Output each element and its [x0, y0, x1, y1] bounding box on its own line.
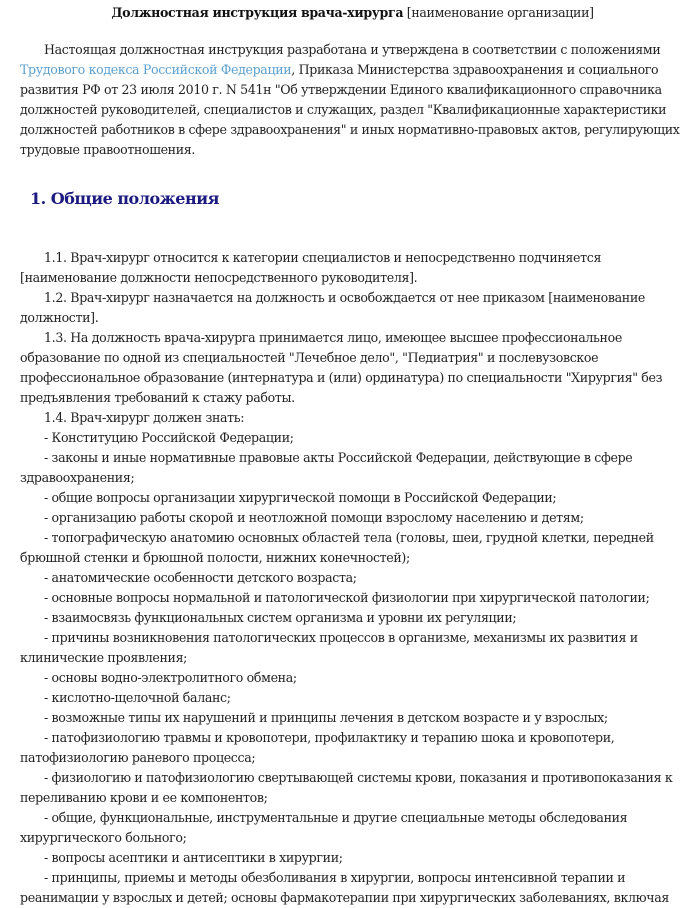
list-item: - кислотно-щелочной баланс;: [44, 690, 231, 705]
list-item: - принципы, приемы и методы обезболивания в хирургии, вопросы интенсивной терапии и реанимации у взрослых и детей; основы фармакотерапии при хирургических заболеваниях, включая: [20, 870, 669, 905]
list-item: - возможные типы их нарушений и принципы лечения в детском возрасте и у взрослых;: [44, 710, 608, 725]
list-item: 1.2. Врач-хирург назначается на должность и освобождается от нее приказом [наименование должности].: [20, 290, 645, 325]
section-heading-general: 1. Общие положения: [30, 189, 219, 208]
list-item: - общие вопросы организации хирургической помощи в Российской Федерации;: [44, 490, 557, 505]
document-title: [20, 0, 685, 22]
labor-code-link[interactable]: Трудового кодекса Российской Федерации: [20, 62, 292, 77]
list-item: 1.3. На должность врача-хирурга принимается лицо, имеющее высшее профессиональное образование по одной из специальностей "Лечебное дело", "Педиатрия" и послевузовское профессиональное образование (интернатура и (или) ординатура) по специальности "Хирургия" без предъявления требований к стажу работы.: [20, 330, 663, 405]
intro-text-before: Настоящая должностная инструкция разработана и утверждена в соответствии с положениями: [44, 42, 661, 57]
list-item: 1.4. Врач-хирург должен знать:: [44, 410, 245, 425]
list-item: - организацию работы скорой и неотложной помощи взрослому населению и детям;: [44, 510, 584, 525]
list-item: - основы водно-электролитного обмена;: [44, 670, 297, 685]
organization-placeholder: [наименование организации]: [406, 5, 594, 20]
list-item: - причины возникновения патологических процессов в организме, механизмы их развития и клинические проявления;: [20, 630, 638, 665]
intro-paragraph: [20, 40, 685, 160]
list-item: - основные вопросы нормальной и патологической физиологии при хирургической патологии;: [44, 590, 650, 605]
list-item: - анатомические особенности детского возраста;: [44, 570, 357, 585]
section-general-body: [20, 248, 685, 908]
list-item: - законы и иные нормативные правовые акты Российской Федерации, действующие в сфере здравоохранения;: [20, 450, 633, 485]
document-title-bold: Должностная инструкция врача-хирурга: [111, 5, 404, 20]
list-item: - взаимосвязь функциональных систем организма и уровни их регуляции;: [44, 610, 517, 625]
list-item: - физиологию и патофизиологию свертывающей системы крови, показания и противопоказания к переливанию крови и ее компонентов;: [20, 770, 673, 805]
list-item: - общие, функциональные, инструментальные и другие специальные методы обследования хирургического больного;: [20, 810, 628, 845]
intro-text-after: , Приказа Министерства здравоохранения и социального развития РФ от 23 июля 2010 г. N 541н "Об утверждении Единого квалификационного справочника должностей руководителей, специалистов и служащих, раздел "Квалификационные характеристики должностей работников в сфере здравоохранения" и иных нормативно-правовых актов, регулирующих трудовые правоотношения.: [20, 62, 680, 157]
list-item: - топографическую анатомию основных областей тела (головы, шеи, грудной клетки, передней брюшной стенки и брюшной полости, нижних конечностей);: [20, 530, 654, 565]
list-item: - вопросы асептики и антисептики в хирургии;: [44, 850, 343, 865]
list-item: - патофизиологию травмы и кровопотери, профилактику и терапию шока и кровопотери, патофизиологию раневого процесса;: [20, 730, 615, 765]
list-item: 1.1. Врач-хирург относится к категории специалистов и непосредственно подчиняется [наименование должности непосредственного руководителя].: [20, 250, 602, 285]
list-item: - Конституцию Российской Федерации;: [44, 430, 294, 445]
